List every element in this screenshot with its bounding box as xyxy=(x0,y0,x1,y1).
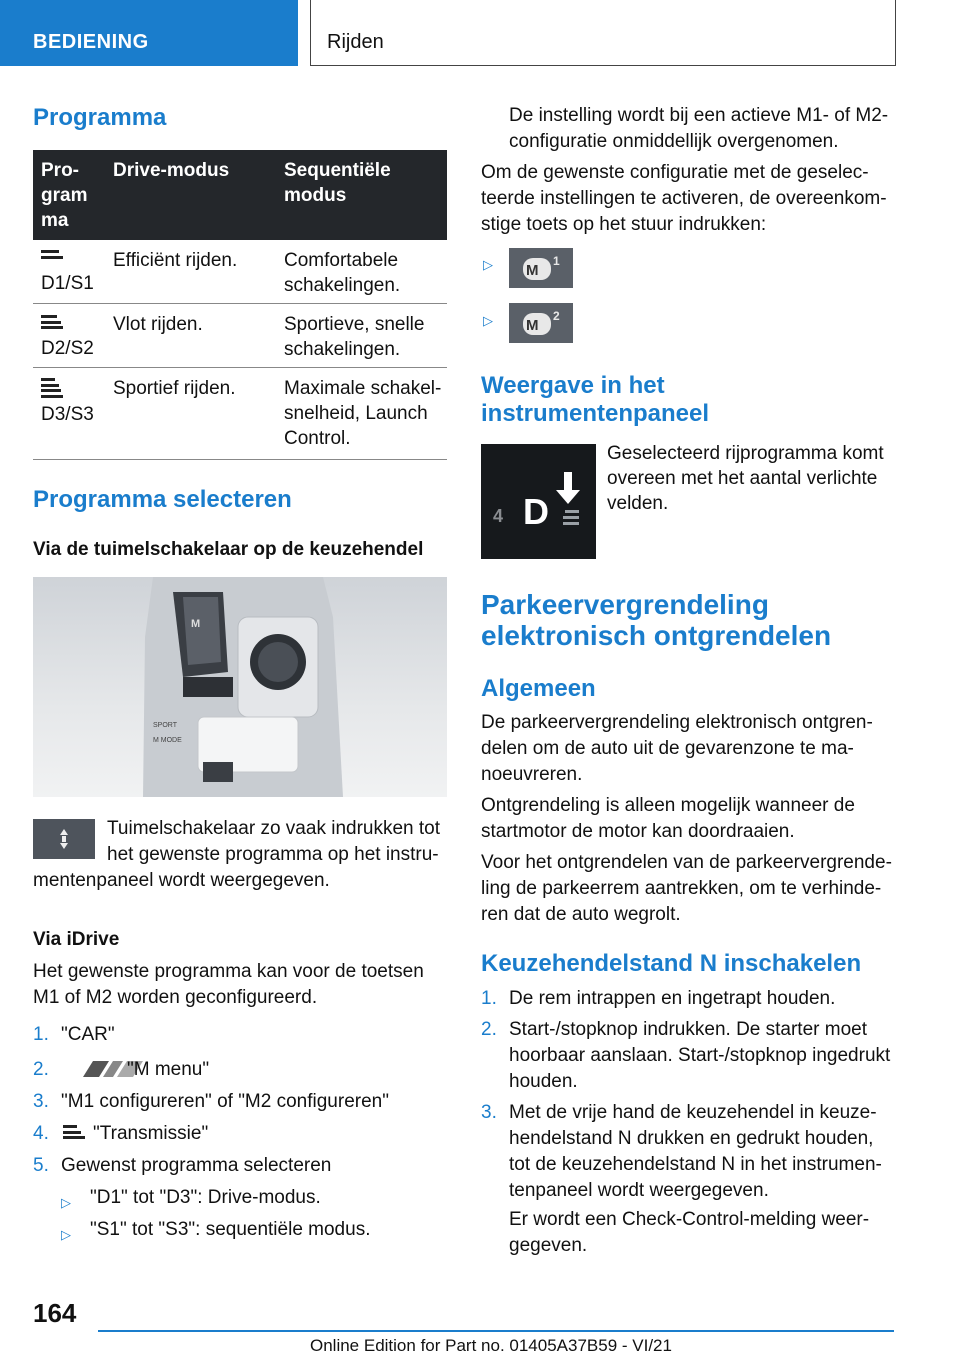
gear-program-1-icon xyxy=(41,250,63,261)
step-text: De rem intrappen en ingetrapt houden. xyxy=(509,988,836,1009)
col-header-programma: Pro- gram ma xyxy=(41,160,88,231)
activate-line-3: stige toets op het stuur indrukken: xyxy=(481,214,767,235)
step-number: 1. xyxy=(481,988,497,1009)
alg-p1-line-1: De parkeervergrendeling elektronisch ontgren- xyxy=(481,712,873,733)
step-text: tot de keuzehendelstand N in het instrumen- xyxy=(509,1154,882,1175)
transmission-icon xyxy=(63,1125,85,1142)
bullet-triangle-icon: ▷ xyxy=(61,1227,71,1242)
bullet-triangle-icon: ▷ xyxy=(483,257,493,272)
m1-button-icon xyxy=(509,248,573,288)
step-text: hendelstand N drukken en gedrukt houden, xyxy=(509,1128,874,1149)
instrument-display-image xyxy=(481,444,596,559)
alg-p1-line-2: delen om de auto uit de gevarenzone te ma- xyxy=(481,738,854,759)
weergave-line-3: velden. xyxy=(607,493,669,514)
footer-divider xyxy=(98,1330,894,1332)
caption-line-1: Tuimelschakelaar zo vaak indrukken tot xyxy=(107,818,441,839)
via-tuimel-subheading: Via de tuimelschakelaar op de keuzehendel xyxy=(33,539,424,560)
gear-selector-photo xyxy=(33,577,447,797)
via-idrive-subheading: Via iDrive xyxy=(33,929,120,950)
caption-line-2: het gewenste programma op het instru- xyxy=(107,844,439,865)
col-header-drive: Drive-modus xyxy=(113,160,230,181)
idrive-step-1 xyxy=(33,1022,115,1047)
keuze-extra-line-2: gegeven. xyxy=(509,1235,588,1256)
rocker-switch-image xyxy=(33,819,95,859)
caption-line-3: mentenpaneel wordt weergegeven. xyxy=(33,870,330,891)
edition-text: Online Edition for Part no. 01405A37B59 - VI/21 xyxy=(310,1336,672,1355)
gear-program-2-icon xyxy=(41,315,63,332)
step-number: 3. xyxy=(33,1091,49,1112)
col-header-sequentieel: Sequentiële modus xyxy=(284,160,391,206)
step-number: 2. xyxy=(481,1019,497,1040)
svg-text:1: 1 xyxy=(553,254,560,268)
alg-p2-line-2: startmotor de motor kan doordraaien. xyxy=(481,821,795,842)
substep-1: "D1" tot "D3": Drive-modus. xyxy=(90,1187,321,1208)
selector-label-sport: SPORT xyxy=(153,722,177,729)
m1-button-image xyxy=(509,248,573,288)
row-drive: Efficiënt rijden. xyxy=(113,250,238,271)
alg-p1-line-3: noeuvreren. xyxy=(481,764,583,785)
svg-text:M: M xyxy=(526,317,539,334)
chapter-title: Rijden xyxy=(310,0,896,66)
row-code: D2/S2 xyxy=(41,338,94,359)
idrive-step-4 xyxy=(33,1121,209,1146)
cont-line-1: De instelling wordt bij een actieve M1- of M2- xyxy=(509,105,889,126)
selector-logo: M xyxy=(191,618,201,630)
park-heading-1: Parkeervergrendeling xyxy=(481,589,769,620)
alg-p3-line-2: ling de parkeerrem aantrekken, om te verhinde- xyxy=(481,878,882,899)
m2-button-icon xyxy=(509,303,573,343)
idrive-step-2 xyxy=(33,1057,210,1082)
display-number: 4 xyxy=(493,506,504,526)
step-number: 4. xyxy=(33,1123,49,1144)
weergave-line-2: overeen met het aantal verlichte xyxy=(607,468,878,489)
idrive-line-2: M1 of M2 worden geconfigureerd. xyxy=(33,987,318,1008)
keuze-step-2 xyxy=(481,1017,891,1092)
step-number: 3. xyxy=(481,1102,497,1123)
m2-button-image xyxy=(509,303,573,343)
step-text: "CAR" xyxy=(61,1024,115,1045)
step-number: 1. xyxy=(33,1024,49,1045)
display-letter: D xyxy=(523,491,549,532)
activate-line-2: teerde instellingen te activeren, de overeenkom- xyxy=(481,188,887,209)
programma-table xyxy=(33,150,447,460)
bullet-triangle-icon: ▷ xyxy=(483,313,493,328)
row-seq: Comfortabele schakelingen. xyxy=(284,250,401,296)
step-text: tenpaneel wordt weergegeven. xyxy=(509,1180,769,1201)
row-seq: Maximale schakel- snelheid, Launch Control. xyxy=(284,378,442,449)
svg-text:2: 2 xyxy=(553,309,560,323)
selecteren-heading: Programma selecteren xyxy=(33,486,292,513)
substep-2: "S1" tot "S3": sequentiële modus. xyxy=(90,1219,371,1240)
idrive-step-5 xyxy=(33,1153,332,1178)
gear-selector-illustration xyxy=(33,577,447,797)
row-drive: Vlot rijden. xyxy=(113,314,203,335)
step-text: "M1 configureren" of "M2 configureren" xyxy=(61,1091,389,1112)
svg-text:M: M xyxy=(526,262,539,279)
step-text: "Transmissie" xyxy=(93,1123,209,1144)
keuze-step-1 xyxy=(481,986,836,1011)
alg-p2-line-1: Ontgrendeling is alleen mogelijk wanneer de xyxy=(481,795,855,816)
selector-label-mmode: M MODE xyxy=(153,737,182,744)
table-header xyxy=(33,150,447,240)
programma-heading: Programma xyxy=(33,104,167,131)
bullet-triangle-icon: ▷ xyxy=(61,1195,71,1210)
table-row xyxy=(33,240,447,304)
activate-line-1: Om de gewenste configuratie met de geselec- xyxy=(481,162,869,183)
step-text: Met de vrije hand de keuzehendel in keuze- xyxy=(509,1102,877,1123)
page-number: 164 xyxy=(33,1298,77,1328)
park-heading-2: elektronisch ontgrendelen xyxy=(481,620,832,651)
algemeen-heading: Algemeen xyxy=(481,675,596,702)
step-text: hoorbaar aanslaan. Start-/stopknop ingedrukt xyxy=(509,1045,891,1066)
idrive-line-1: Het gewenste programma kan voor de toetsen xyxy=(33,961,424,982)
drive-program-display xyxy=(481,444,596,559)
section-tab: BEDIENING xyxy=(0,0,298,66)
cont-line-2: configuratie onmiddellijk overgenomen. xyxy=(509,131,839,152)
keuze-step-3 xyxy=(481,1100,882,1201)
gear-program-3-icon xyxy=(41,378,63,400)
step-number: 2. xyxy=(33,1059,49,1080)
row-seq: Sportieve, snelle schakelingen. xyxy=(284,314,425,360)
weergave-heading-1: Weergave in het xyxy=(481,372,665,399)
step-text: "M menu" xyxy=(127,1059,210,1080)
step-text: houden. xyxy=(509,1071,578,1092)
row-code: D3/S3 xyxy=(41,404,94,425)
step-text: Gewenst programma selecteren xyxy=(61,1155,332,1176)
step-number: 5. xyxy=(33,1155,49,1176)
idrive-step-3 xyxy=(33,1089,389,1114)
row-code: D1/S1 xyxy=(41,273,94,294)
table-row xyxy=(33,368,447,460)
keuze-extra-line-1: Er wordt een Check-Control-melding weer- xyxy=(509,1209,870,1230)
alg-p3-line-3: ren dat de auto wegrolt. xyxy=(481,904,681,925)
alg-p3-line-1: Voor het ontgrendelen van de parkeervergrende- xyxy=(481,852,892,873)
weergave-line-1: Geselecteerd rijprogramma komt xyxy=(607,443,884,464)
row-drive: Sportief rijden. xyxy=(113,378,236,399)
keuze-heading: Keuzehendelstand N inschakelen xyxy=(481,950,862,977)
table-row xyxy=(33,304,447,368)
weergave-heading-2: instrumentenpaneel xyxy=(481,400,710,427)
step-text: Start-/stopknop indrukken. De starter moet xyxy=(509,1019,867,1040)
rocker-switch-icon xyxy=(33,819,95,859)
